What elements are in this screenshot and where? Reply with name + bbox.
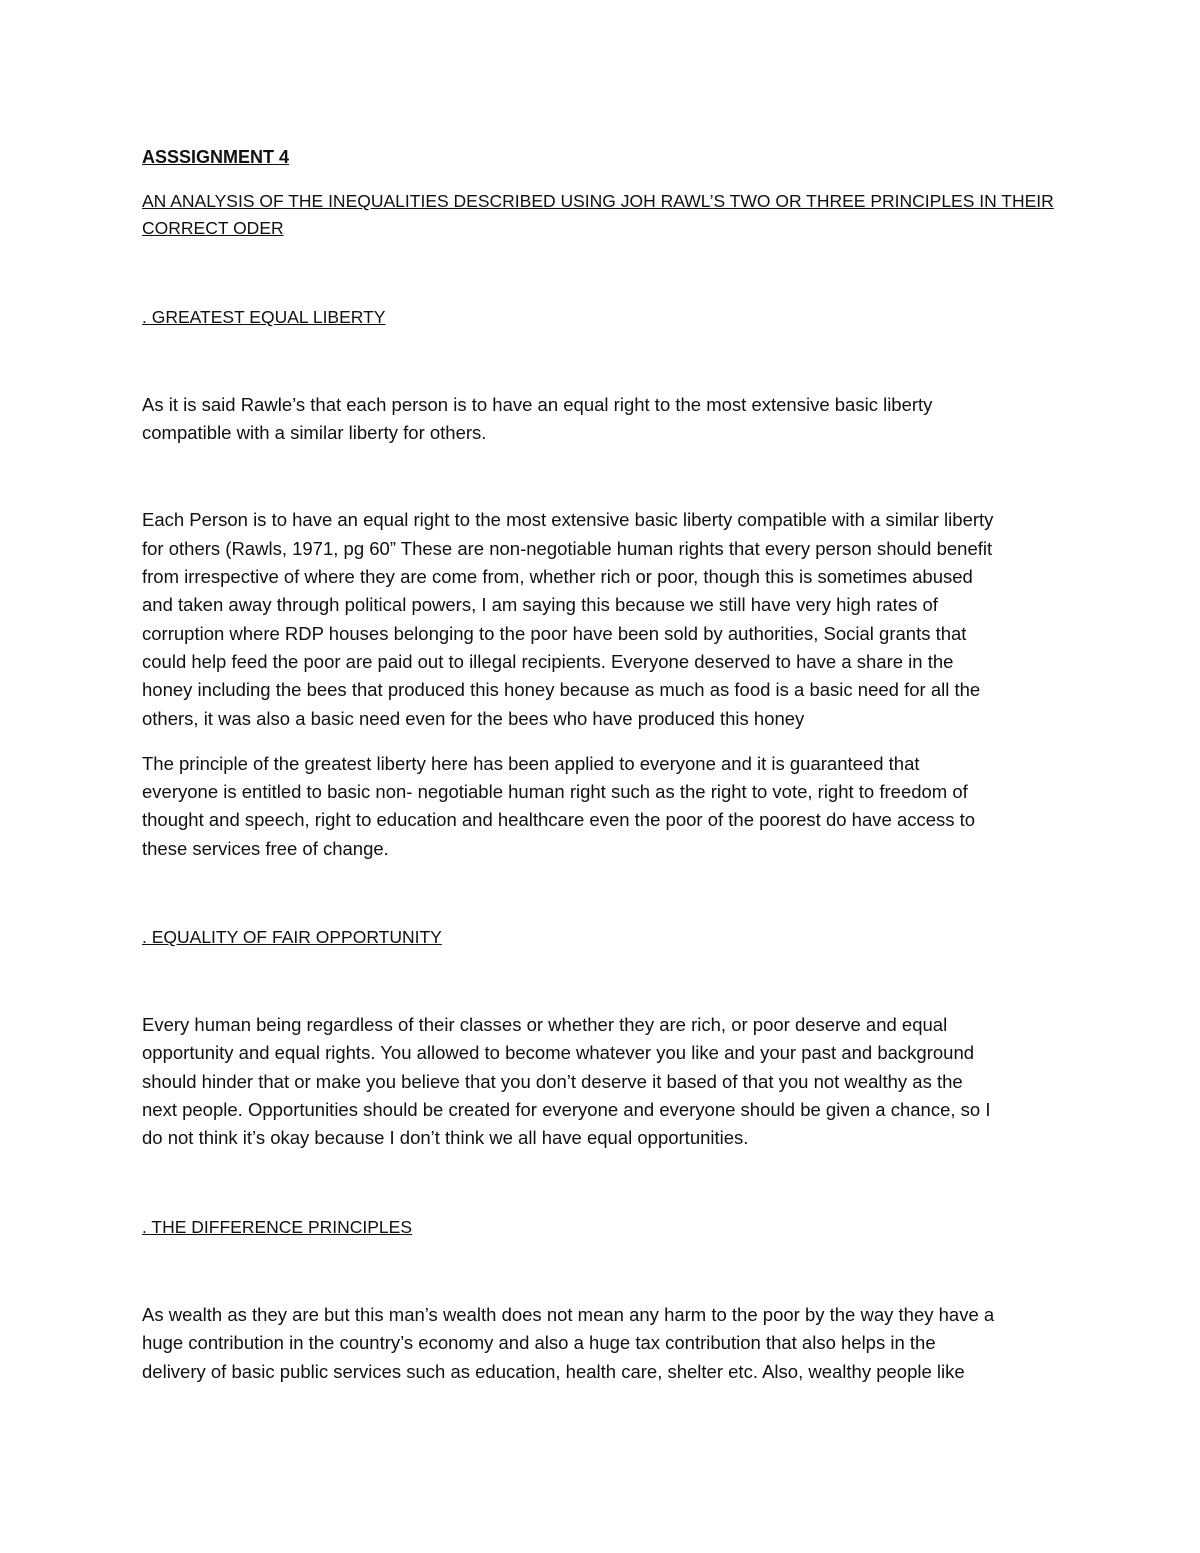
paragraph-line: for others (Rawls, 1971, pg 60” These are non-negotiable human rights that every person should benefit bbox=[142, 538, 993, 559]
paragraph-line: opportunity and equal rights. You allowed to become whatever you like and your past and background bbox=[142, 1042, 975, 1063]
paragraph-line: delivery of basic public services such as education, health care, shelter etc. Also, wealthy people like bbox=[142, 1361, 965, 1382]
paragraph-line: others, it was also a basic need even for the bees who have produced this honey bbox=[142, 708, 805, 729]
paragraph-line: The principle of the greatest liberty here has been applied to everyone and it is guaranteed that bbox=[142, 753, 920, 774]
section-heading-the-difference-principles: . THE DIFFERENCE PRINCIPLES bbox=[142, 1217, 413, 1237]
assignment-subtitle-line-2: CORRECT ODER bbox=[142, 218, 284, 238]
paragraph-line: do not think it’s okay because I don’t think we all have equal opportunities. bbox=[142, 1127, 749, 1148]
paragraph-line: compatible with a similar liberty for others. bbox=[142, 422, 487, 443]
paragraph-line: As wealth as they are but this man’s wealth does not mean any harm to the poor by the way they have a bbox=[142, 1304, 995, 1325]
paragraph-line: these services free of change. bbox=[142, 838, 389, 859]
paragraph-line: corruption where RDP houses belonging to the poor have been sold by authorities, Social grants that bbox=[142, 623, 967, 644]
section-heading-equality-of-fair-opportunity: . EQUALITY OF FAIR OPPORTUNITY bbox=[142, 927, 442, 947]
paragraph-line: should hinder that or make you believe that you don’t deserve it based of that you not wealthy as the bbox=[142, 1071, 963, 1092]
paragraph-line: everyone is entitled to basic non- negotiable human right such as the right to vote, right to freedom of bbox=[142, 781, 968, 802]
paragraph-line: Each Person is to have an equal right to the most extensive basic liberty compatible with a similar liberty bbox=[142, 509, 994, 530]
section-heading-greatest-equal-liberty: . GREATEST EQUAL LIBERTY bbox=[142, 307, 386, 327]
paragraph-line: As it is said Rawle’s that each person is to have an equal right to the most extensive basic liberty bbox=[142, 394, 933, 415]
paragraph-line: could help feed the poor are paid out to illegal recipients. Everyone deserved to have a share in the bbox=[142, 651, 954, 672]
paragraph-line: next people. Opportunities should be created for everyone and everyone should be given a chance, so I bbox=[142, 1099, 991, 1120]
paragraph-line: Every human being regardless of their classes or whether they are rich, or poor deserve and equal bbox=[142, 1014, 948, 1035]
paragraph-line: honey including the bees that produced this honey because as much as food is a basic need for all the bbox=[142, 679, 981, 700]
paragraph-line: and taken away through political powers, I am saying this because we still have very high rates of bbox=[142, 594, 938, 615]
assignment-title: ASSSIGNMENT 4 bbox=[142, 147, 290, 167]
paragraph-line: thought and speech, right to education and healthcare even the poor of the poorest do have access to bbox=[142, 809, 976, 830]
paragraph-line: from irrespective of where they are come from, whether rich or poor, though this is sometimes abused bbox=[142, 566, 973, 587]
paragraph-line: huge contribution in the country’s economy and also a huge tax contribution that also helps in the bbox=[142, 1332, 936, 1353]
assignment-subtitle-line-1: AN ANALYSIS OF THE INEQUALITIES DESCRIBED USING JOH RAWL’S TWO OR THREE PRINCIPLES IN THEIR bbox=[142, 191, 1054, 211]
